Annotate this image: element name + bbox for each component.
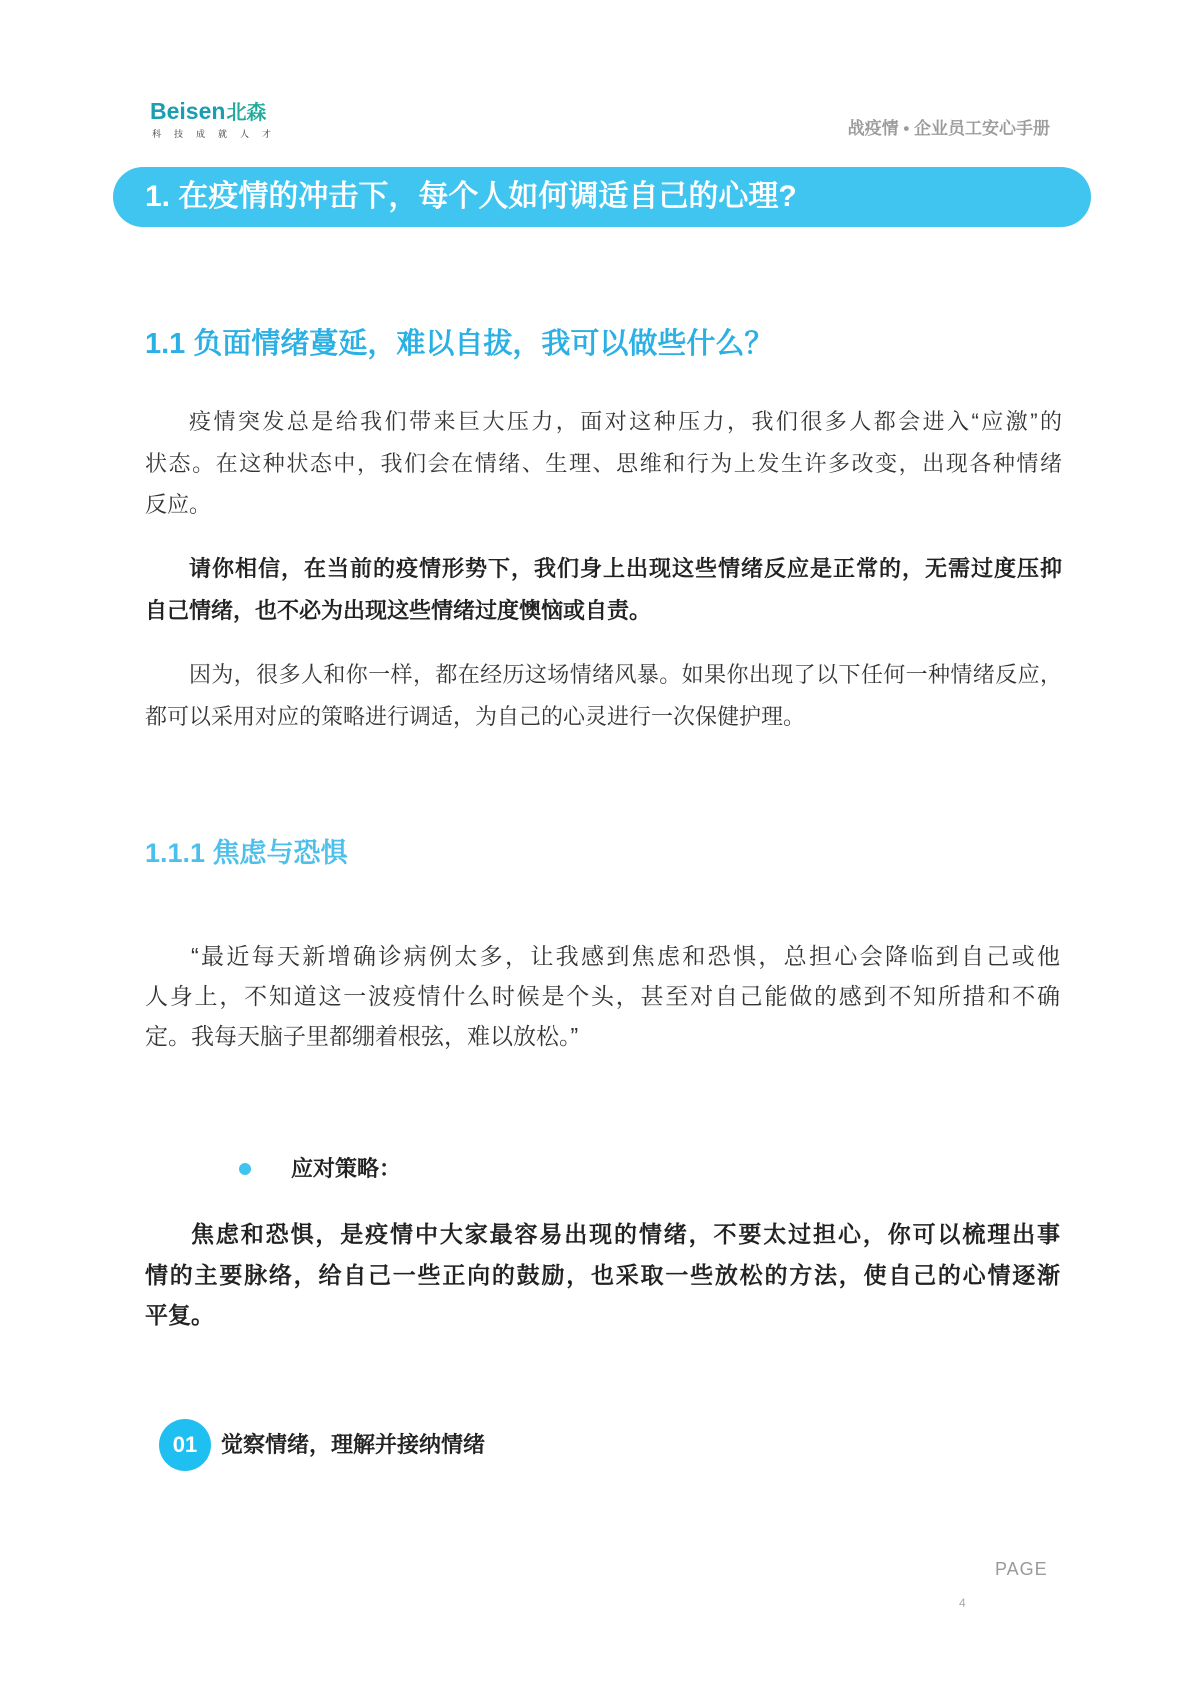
paragraph-line: 状态。在这种状态中，我们会在情绪、生理、思维和行为上发生许多改变，出现各种情绪 — [145, 450, 1062, 476]
subsubsection-heading: 1.1.1 焦虑与恐惧 — [145, 838, 348, 868]
step-number-badge: 01 — [159, 1419, 211, 1471]
bullet-dot-icon — [239, 1163, 251, 1175]
manual-title: 战疫情 • 企业员工安心手册 — [847, 119, 1050, 138]
paragraph-intro — [145, 401, 1062, 526]
logo-chinese-text: 北森 — [226, 102, 267, 124]
paragraph-line: 情的主要脉络，给自己一些正向的鼓励，也采取一些放松的方法，使自己的心情逐渐 — [145, 1261, 1060, 1288]
strategy-label: 应对策略： — [291, 1156, 402, 1181]
paragraph-emphasis — [145, 548, 1062, 631]
paragraph-line: 请你相信，在当前的疫情形势下，我们身上出现这些情绪反应是正常的，无需过度压抑 — [189, 556, 1062, 581]
step-title: 觉察情绪，理解并接纳情绪 — [221, 1432, 486, 1457]
quote-line: 定。我每天脑子里都绷着根弦，难以放松。” — [145, 1023, 579, 1049]
section-banner — [113, 167, 1091, 227]
brand-logo — [150, 98, 284, 140]
strategy-paragraph — [145, 1214, 1060, 1336]
logo-brand-text: Beisen — [150, 98, 226, 124]
paragraph-line: 平复。 — [145, 1302, 214, 1328]
paragraph-line: 焦虑和恐惧，是疫情中大家最容易出现的情绪，不要太过担心，你可以梳理出事 — [191, 1221, 1060, 1247]
logo-wordmark — [150, 98, 284, 126]
section-title: 1. 在疫情的冲击下，每个人如何调适自己的心理? — [145, 180, 797, 213]
page-number: 4 — [959, 1596, 966, 1610]
subsection-heading: 1.1 负面情绪蔓延，难以自拔，我可以做些什么？ — [145, 328, 774, 360]
quote-paragraph — [145, 936, 1060, 1056]
logo-tagline: 科技成就人才 — [152, 129, 285, 139]
page-label: PAGE — [995, 1559, 1048, 1579]
paragraph-line: 自己情绪，也不必为出现这些情绪过度懊恼或自责。 — [145, 597, 652, 623]
paragraph-line: 都可以采用对应的策略进行调适，为自己的心灵进行一次保健护理。 — [145, 703, 806, 729]
paragraph-line: 反应。 — [145, 492, 212, 517]
quote-line: “最近每天新增确诊病例太多，让我感到焦虑和恐惧，总担心会降临到自己或他 — [191, 943, 1060, 969]
quote-line: 人身上，不知道这一波疫情什么时候是个头，甚至对自己能做的感到不知所措和不确 — [145, 983, 1060, 1009]
paragraph-line: 疫情突发总是给我们带来巨大压力，面对这种压力，我们很多人都会进入“应激”的 — [189, 409, 1062, 434]
paragraph-line: 因为，很多人和你一样，都在经历这场情绪风暴。如果你出现了以下任何一种情绪反应， — [189, 662, 1062, 687]
paragraph-strategies-intro — [145, 654, 1062, 737]
